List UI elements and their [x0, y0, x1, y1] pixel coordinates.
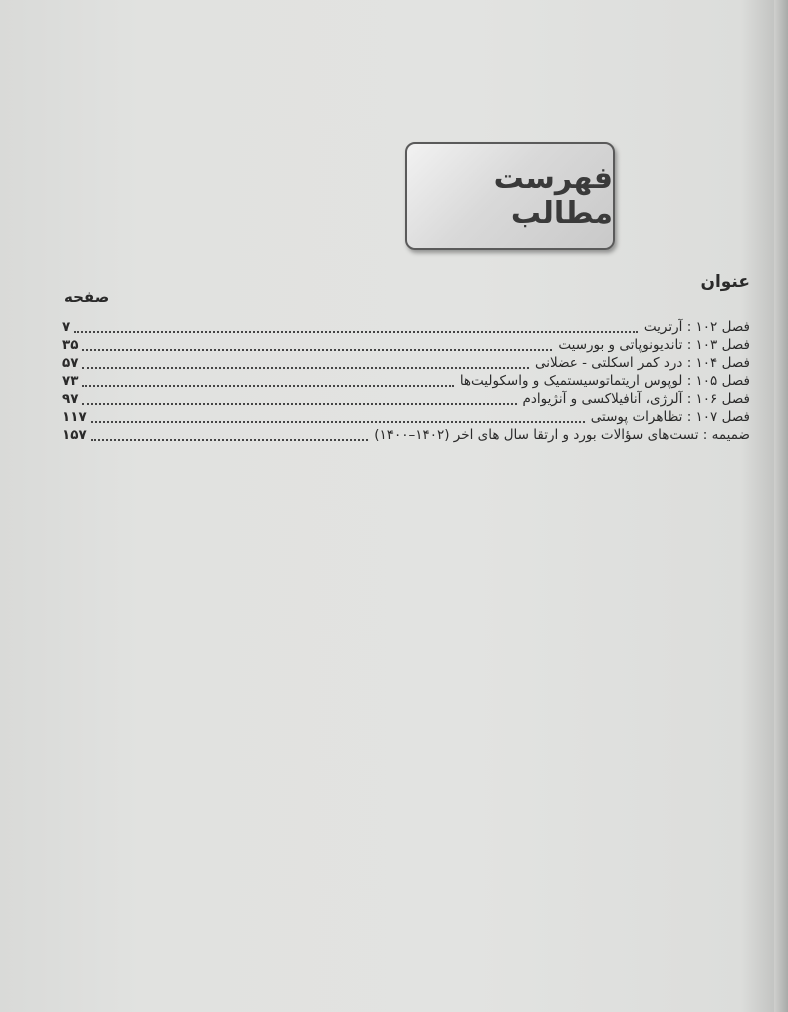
toc-row[interactable] — [62, 390, 750, 408]
toc-entry-page: ۹۷ — [62, 391, 79, 407]
toc-entry-title: فصل ۱۰۶ : آلرژی، آنافیلاکسی و آنژیوادم — [522, 391, 750, 407]
page-title: فهرست مطالب — [493, 161, 613, 231]
title-box — [405, 142, 615, 250]
leader-dots — [82, 349, 552, 351]
toc-entry-page: ۷ — [62, 319, 71, 335]
toc-entry-title: فصل ۱۰۲ : آرتریت — [643, 319, 750, 335]
toc-entry-title: فصل ۱۰۴ : درد کمر اسکلتی - عضلانی — [535, 355, 750, 371]
page-edge — [774, 0, 788, 1012]
toc-entry-page: ۱۵۷ — [62, 427, 87, 443]
toc-entry-title: فصل ۱۰۷ : تظاهرات پوستی — [590, 409, 750, 425]
toc-row[interactable] — [62, 318, 750, 336]
toc-row[interactable] — [62, 354, 750, 372]
toc-entry-page: ۱۱۷ — [62, 409, 87, 425]
leader-dots — [91, 439, 368, 441]
toc-entry-title: ضمیمه : تست‌های سؤالات بورد و ارتقا سال های اخر (۱۴۰۲–۱۴۰۰) — [374, 427, 750, 443]
toc-entry-page: ۳۵ — [62, 337, 79, 353]
toc-entry-title: فصل ۱۰۵ : لوپوس اریتماتوسیستمیک و واسکولیت‌ها — [459, 373, 750, 389]
page-column-header: صفحه — [64, 288, 110, 306]
leader-dots — [91, 421, 585, 423]
leader-dots — [82, 403, 517, 405]
toc-list — [62, 318, 750, 444]
leader-dots — [82, 385, 454, 387]
toc-entry-page: ۵۷ — [62, 355, 79, 371]
toc-row[interactable] — [62, 426, 750, 444]
toc-entry-title: فصل ۱۰۳ : تاندیونوپاتی و بورسیت — [558, 337, 750, 353]
toc-entry-page: ۷۳ — [62, 373, 79, 389]
toc-row[interactable] — [62, 408, 750, 426]
title-column-header: عنوان — [700, 272, 750, 292]
leader-dots — [74, 331, 638, 333]
toc-row[interactable] — [62, 336, 750, 354]
toc-row[interactable] — [62, 372, 750, 390]
leader-dots — [82, 367, 529, 369]
